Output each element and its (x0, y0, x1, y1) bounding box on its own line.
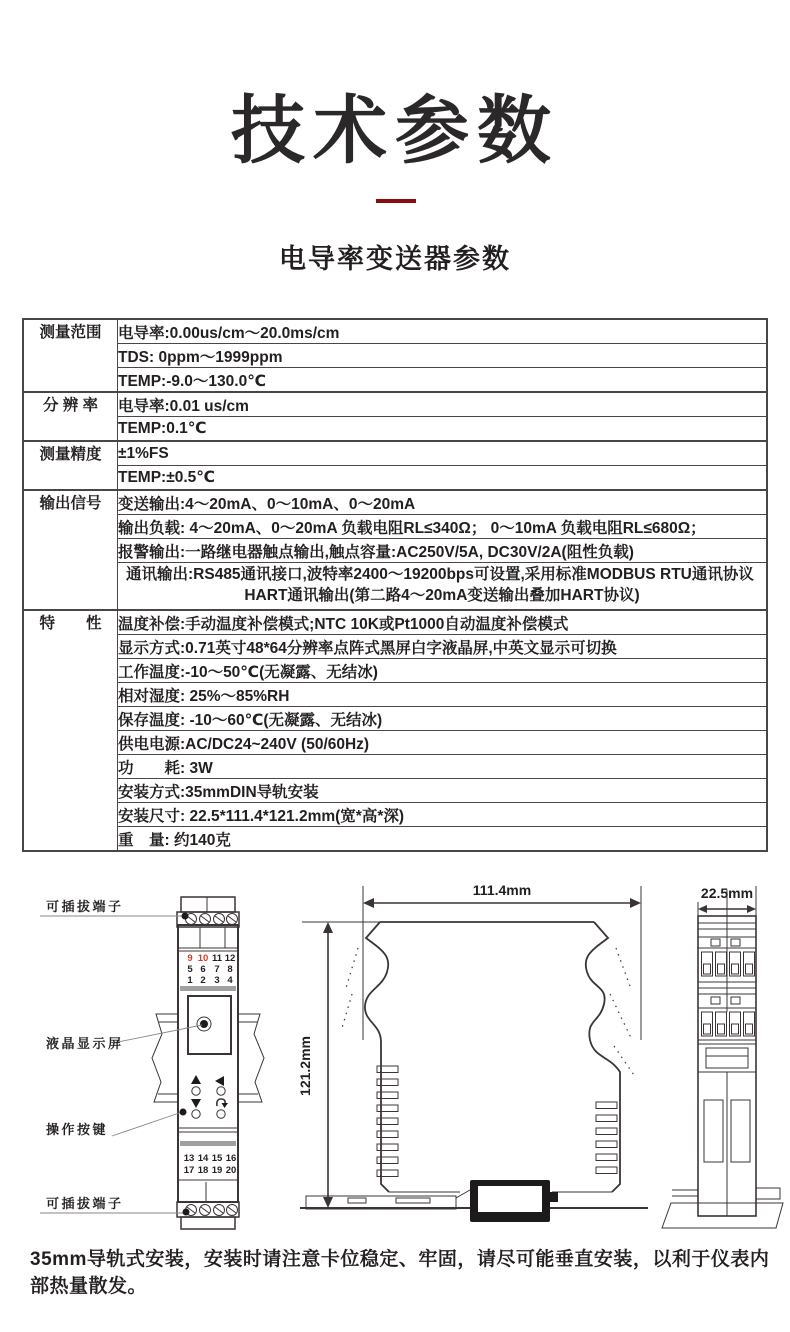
bottom-terminal-block (177, 1202, 239, 1229)
terminal-number: 12 (224, 953, 236, 964)
spec-value: 相对湿度: 25%～85%RH (118, 683, 768, 707)
terminal-numbers-bottom (184, 1153, 237, 1176)
terminal-number: 10 (197, 953, 209, 964)
terminal-number: 7 (214, 964, 220, 975)
operation-buttons (191, 1075, 228, 1118)
spec-value: 供电电源:AC/DC24~240V (50/60Hz) (118, 731, 768, 755)
end-terminal-windows-bottom (702, 1012, 755, 1036)
side-body-outline (342, 922, 636, 1192)
down-arrow-icon (191, 1099, 201, 1108)
leader-dot (182, 913, 189, 920)
spec-value: TEMP:0.1℃ (118, 417, 768, 442)
spec-value-line: 通讯输出:RS485通讯接口,波特率2400～19200bps可设置,采用标准MODBUS RTU通讯协议 (126, 566, 754, 583)
vent-mesh-left (704, 1100, 723, 1162)
technical-drawings (0, 870, 790, 1240)
screw-terminal-icon (186, 1205, 238, 1216)
terminal-number: 5 (187, 964, 193, 975)
end-body (672, 916, 780, 1216)
spec-value: 安装方式:35mmDIN导轨安装 (118, 779, 768, 803)
spec-value: 电导率:0.01 us/cm (118, 392, 768, 417)
return-icon-arrowhead (222, 1103, 229, 1108)
table-row (23, 755, 767, 779)
table-row (23, 441, 767, 466)
width-dimension (363, 882, 641, 1040)
table-row (23, 392, 767, 417)
spec-label: 特 性 (23, 610, 118, 851)
button-circle (192, 1110, 200, 1118)
table-row (23, 466, 767, 491)
spec-value: 温度补偿:手动温度补偿模式;NTC 10K或Pt1000自动温度补偿模式 (118, 610, 768, 635)
spec-table (22, 318, 768, 852)
terminal-number: 20 (225, 1165, 237, 1176)
terminal-number: 9 (187, 953, 193, 964)
label-bottom-terminal: 可插拔端子 (46, 1196, 124, 1211)
table-row (23, 803, 767, 827)
leader-line (112, 1112, 182, 1136)
spec-value: 保存温度: -10～60℃(无凝露、无结冰) (118, 707, 768, 731)
spec-value: TDS: 0ppm～1999ppm (118, 344, 768, 368)
label-lcd: 液晶显示屏 (46, 1036, 124, 1051)
dim-end-width-text: 22.5mm (700, 885, 754, 901)
dotted-texture (342, 948, 636, 1078)
spec-label: 测量范围 (23, 319, 118, 392)
footer-note: 35mm导轨式安装，安装时请注意卡位稳定、牢固，请尽可能垂直安装，以利于仪表内部热量散发。 (30, 1249, 770, 1297)
button-circle (217, 1110, 225, 1118)
label-top-terminal: 可插拔端子 (46, 899, 124, 914)
lcd-screen (188, 996, 231, 1054)
spec-value: 电导率:0.00us/cm～20.0ms/cm (118, 319, 768, 344)
spec-value: 功 耗: 3W (118, 755, 768, 779)
table-row (23, 563, 767, 611)
table-row (23, 515, 767, 539)
separator-bar (180, 986, 236, 991)
terminal-number: 3 (214, 975, 220, 986)
height-dimension (297, 922, 380, 1208)
terminal-number: 18 (197, 1165, 209, 1176)
leader-dot (183, 1209, 190, 1216)
terminal-number: 1 (187, 975, 193, 986)
spec-value: 重 量: 约140克 (118, 827, 768, 852)
dim-height-text: 121.2mm (297, 1036, 313, 1096)
terminal-number: 19 (211, 1165, 223, 1176)
table-row (23, 707, 767, 731)
table-row (23, 659, 767, 683)
up-arrow-icon (191, 1075, 201, 1084)
vent-mesh-right (731, 1100, 750, 1162)
table-row (23, 731, 767, 755)
terminal-number: 11 (211, 953, 223, 964)
spec-label: 输出信号 (23, 490, 118, 610)
spec-value: TEMP:±0.5℃ (118, 466, 768, 491)
button-circle (192, 1087, 200, 1095)
terminal-numbers-top (187, 953, 235, 986)
page-title: 技术参数 (231, 89, 559, 172)
terminal-number: 13 (183, 1153, 195, 1164)
separator-bar (180, 1141, 236, 1146)
page-subtitle: 电导率变送器参数 (279, 244, 511, 274)
title-underline (376, 199, 416, 203)
spec-value: 显示方式:0.71英寸48*64分辨率点阵式黑屏白字液晶屏,中英文显示可切换 (118, 635, 768, 659)
terminal-number: 2 (200, 975, 206, 986)
spec-value: 输出负载: 4～20mA、0～20mA 负载电阻RL≤340Ω； 0～10mA 负载电阻RL≤680Ω； (118, 515, 768, 539)
spec-value-line: HART通讯输出(第二路4～20mA变送输出叠加HART协议) (244, 587, 640, 604)
rail-tab-right (756, 1188, 780, 1199)
terminal-number: 15 (211, 1153, 223, 1164)
table-row (23, 635, 767, 659)
table-row (23, 683, 767, 707)
table-row (23, 490, 767, 515)
spec-value: 安装尺寸: 22.5*111.4*121.2mm(宽*高*深) (118, 803, 768, 827)
terminal-number: 16 (225, 1153, 237, 1164)
spec-value: ±1%FS (118, 441, 768, 466)
left-arrow-icon (215, 1076, 224, 1086)
spec-value: 报警输出:一路继电器触点输出,触点容量:AC250V/5A, DC30V/2A(阻性负载) (118, 539, 768, 563)
lower-separator-lines (178, 1128, 238, 1132)
bottom-compartment-lines (178, 1180, 238, 1202)
spec-value (118, 563, 768, 611)
vent-slots-right (596, 1102, 617, 1174)
terminal-number: 17 (183, 1165, 195, 1176)
top-compartment-lines (178, 927, 238, 951)
front-view-diagram (40, 897, 264, 1229)
table-row (23, 417, 767, 442)
leader-dot (180, 1109, 187, 1116)
din-rail (152, 1014, 264, 1102)
table-row (23, 779, 767, 803)
terminal-number: 4 (227, 975, 233, 986)
table-row (23, 610, 767, 635)
table-row (23, 539, 767, 563)
button-circle (217, 1087, 225, 1095)
spec-value: 变送输出:4～20mA、0～10mA、0～20mA (118, 490, 768, 515)
table-row (23, 368, 767, 393)
label-buttons: 操作按键 (46, 1122, 109, 1137)
screw-terminal-icon (186, 914, 238, 925)
din-clip (470, 1180, 558, 1222)
dim-width-text: 111.4mm (472, 882, 532, 898)
terminal-number: 14 (197, 1153, 209, 1164)
terminal-number: 6 (200, 964, 206, 975)
spec-label: 测量精度 (23, 441, 118, 490)
side-view-diagram (297, 882, 648, 1222)
table-row (23, 344, 767, 368)
table-row (23, 827, 767, 852)
top-terminal-block (177, 897, 239, 927)
end-view-diagram (662, 885, 783, 1228)
spec-value: 工作温度:-10～50℃(无凝露、无结冰) (118, 659, 768, 683)
spec-value: TEMP:-9.0～130.0℃ (118, 368, 768, 393)
table-row (23, 319, 767, 344)
spec-label: 分 辨 率 (23, 392, 118, 441)
terminal-number: 8 (227, 964, 233, 975)
end-terminal-windows-top (702, 952, 755, 976)
rail-hook-left (672, 1190, 698, 1196)
lcd-indicator-dot (200, 1020, 208, 1028)
